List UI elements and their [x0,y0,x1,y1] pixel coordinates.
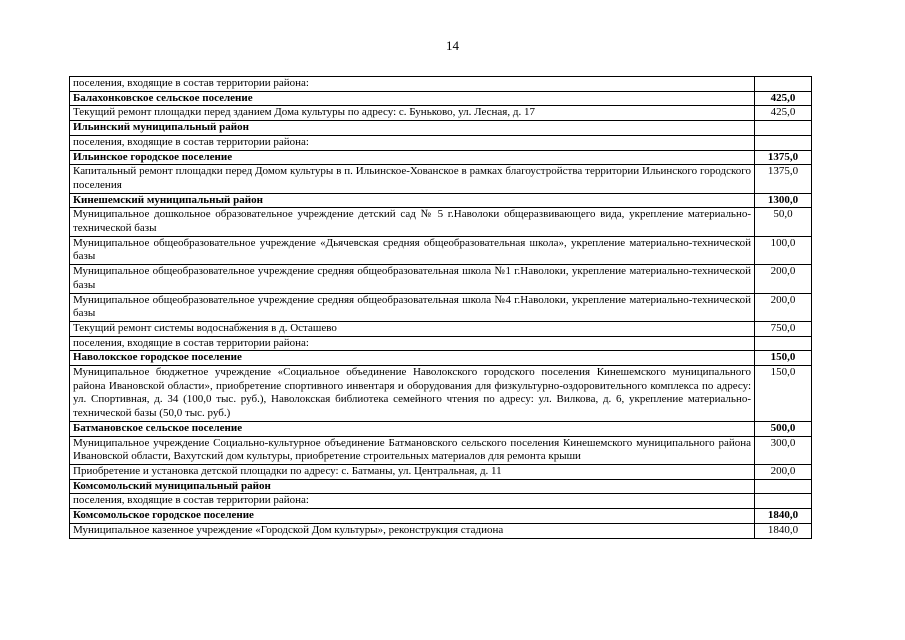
row-amount: 1840,0 [755,523,812,538]
row-description: Муниципальное казенное учреждение «Городской Дом культуры», реконструкция стадиона [70,523,755,538]
row-amount: 1300,0 [755,193,812,208]
row-amount: 150,0 [755,351,812,366]
row-description: Комсомольское городское поселение [70,509,755,524]
row-description: Текущий ремонт площадки перед зданием Дома культуры по адресу: с. Буньково, ул. Лесная, д. 17 [70,106,755,121]
table-row [70,523,812,538]
row-description: Ильинское городское поселение [70,150,755,165]
row-amount: 100,0 [755,236,812,264]
row-description: Комсомольский муниципальный район [70,479,755,494]
row-amount: 200,0 [755,464,812,479]
page-number: 14 [446,38,459,53]
row-amount: 200,0 [755,265,812,293]
row-description: Текущий ремонт системы водоснабжения в д. Осташево [70,321,755,336]
table-row [70,236,812,264]
table-row [70,77,812,92]
row-description: Муниципальное общеобразовательное учреждение средняя общеобразовательная школа №4 г.Наволоки, укрепление материально-технической базы [70,293,755,321]
row-amount: 500,0 [755,421,812,436]
table-row [70,436,812,464]
row-description: Ильинский муниципальный район [70,121,755,136]
table-row [70,165,812,193]
row-description: Наволокское городское поселение [70,351,755,366]
row-description: поселения, входящие в состав территории района: [70,336,755,351]
row-description: Батмановское сельское поселение [70,421,755,436]
row-description: поселения, входящие в состав территории района: [70,77,755,92]
row-description: Кинешемский муниципальный район [70,193,755,208]
table-row [70,208,812,236]
table-row [70,135,812,150]
row-description: Муниципальное общеобразовательное учреждение «Дьячевская средняя общеобразовательная школа», укрепление материально-технической базы [70,236,755,264]
table-row [70,293,812,321]
row-amount [755,494,812,509]
table-row [70,366,812,422]
row-description: Капитальный ремонт площадки перед Домом культуры в п. Ильинское-Хованское в рамках благоустройства территории Ильинского городского поселения [70,165,755,193]
table-row [70,509,812,524]
row-amount: 300,0 [755,436,812,464]
row-description: поселения, входящие в состав территории района: [70,494,755,509]
row-amount: 1840,0 [755,509,812,524]
row-description: поселения, входящие в состав территории района: [70,135,755,150]
table-row [70,91,812,106]
table-row [70,321,812,336]
table-row [70,193,812,208]
row-amount: 750,0 [755,321,812,336]
row-amount: 1375,0 [755,165,812,193]
table-row [70,106,812,121]
row-amount: 425,0 [755,91,812,106]
table-row [70,265,812,293]
row-amount [755,336,812,351]
row-amount: 50,0 [755,208,812,236]
table-body [70,77,812,539]
row-amount: 150,0 [755,366,812,422]
allocation-table [69,76,812,539]
row-description: Муниципальное учреждение Социально-культурное объединение Батмановского сельского поселения Кинешемского муниципального района Ивановской области, Вахутский дом культуры, приобретение строительных материалов для ремонта крыши [70,436,755,464]
row-amount: 425,0 [755,106,812,121]
table-row [70,421,812,436]
row-amount [755,135,812,150]
table-row [70,150,812,165]
table-row [70,479,812,494]
table-row [70,494,812,509]
table-row [70,351,812,366]
row-amount: 200,0 [755,293,812,321]
row-description: Приобретение и установка детской площадки по адресу: с. Батманы, ул. Центральная, д. 11 [70,464,755,479]
table-row [70,464,812,479]
row-amount: 1375,0 [755,150,812,165]
row-description: Муниципальное дошкольное образовательное учреждение детский сад № 5 г.Наволоки общеразвивающего вида, укрепление материально-технической базы [70,208,755,236]
table-row [70,336,812,351]
row-amount [755,479,812,494]
row-amount [755,77,812,92]
row-description: Муниципальное общеобразовательное учреждение средняя общеобразовательная школа №1 г.Наволоки, укрепление материально-технической базы [70,265,755,293]
table-row [70,121,812,136]
row-amount [755,121,812,136]
row-description: Муниципальное бюджетное учреждение «Социальное объединение Наволокского городского поселения Кинешемского муниципального района Ивановской области», приобретение спортивного инвентаря и оборудования для физкультурно-оздоровительного комплекса по адресу: ул. Спортивная, д. 34 (100,0 тыс. руб.), Наволокская библиотека семейного чтения по адресу: ул. Вилкова, д. 6, укрепление материально-технической базы (50,0 тыс. руб.) [70,366,755,422]
row-description: Балахонковское сельское поселение [70,91,755,106]
